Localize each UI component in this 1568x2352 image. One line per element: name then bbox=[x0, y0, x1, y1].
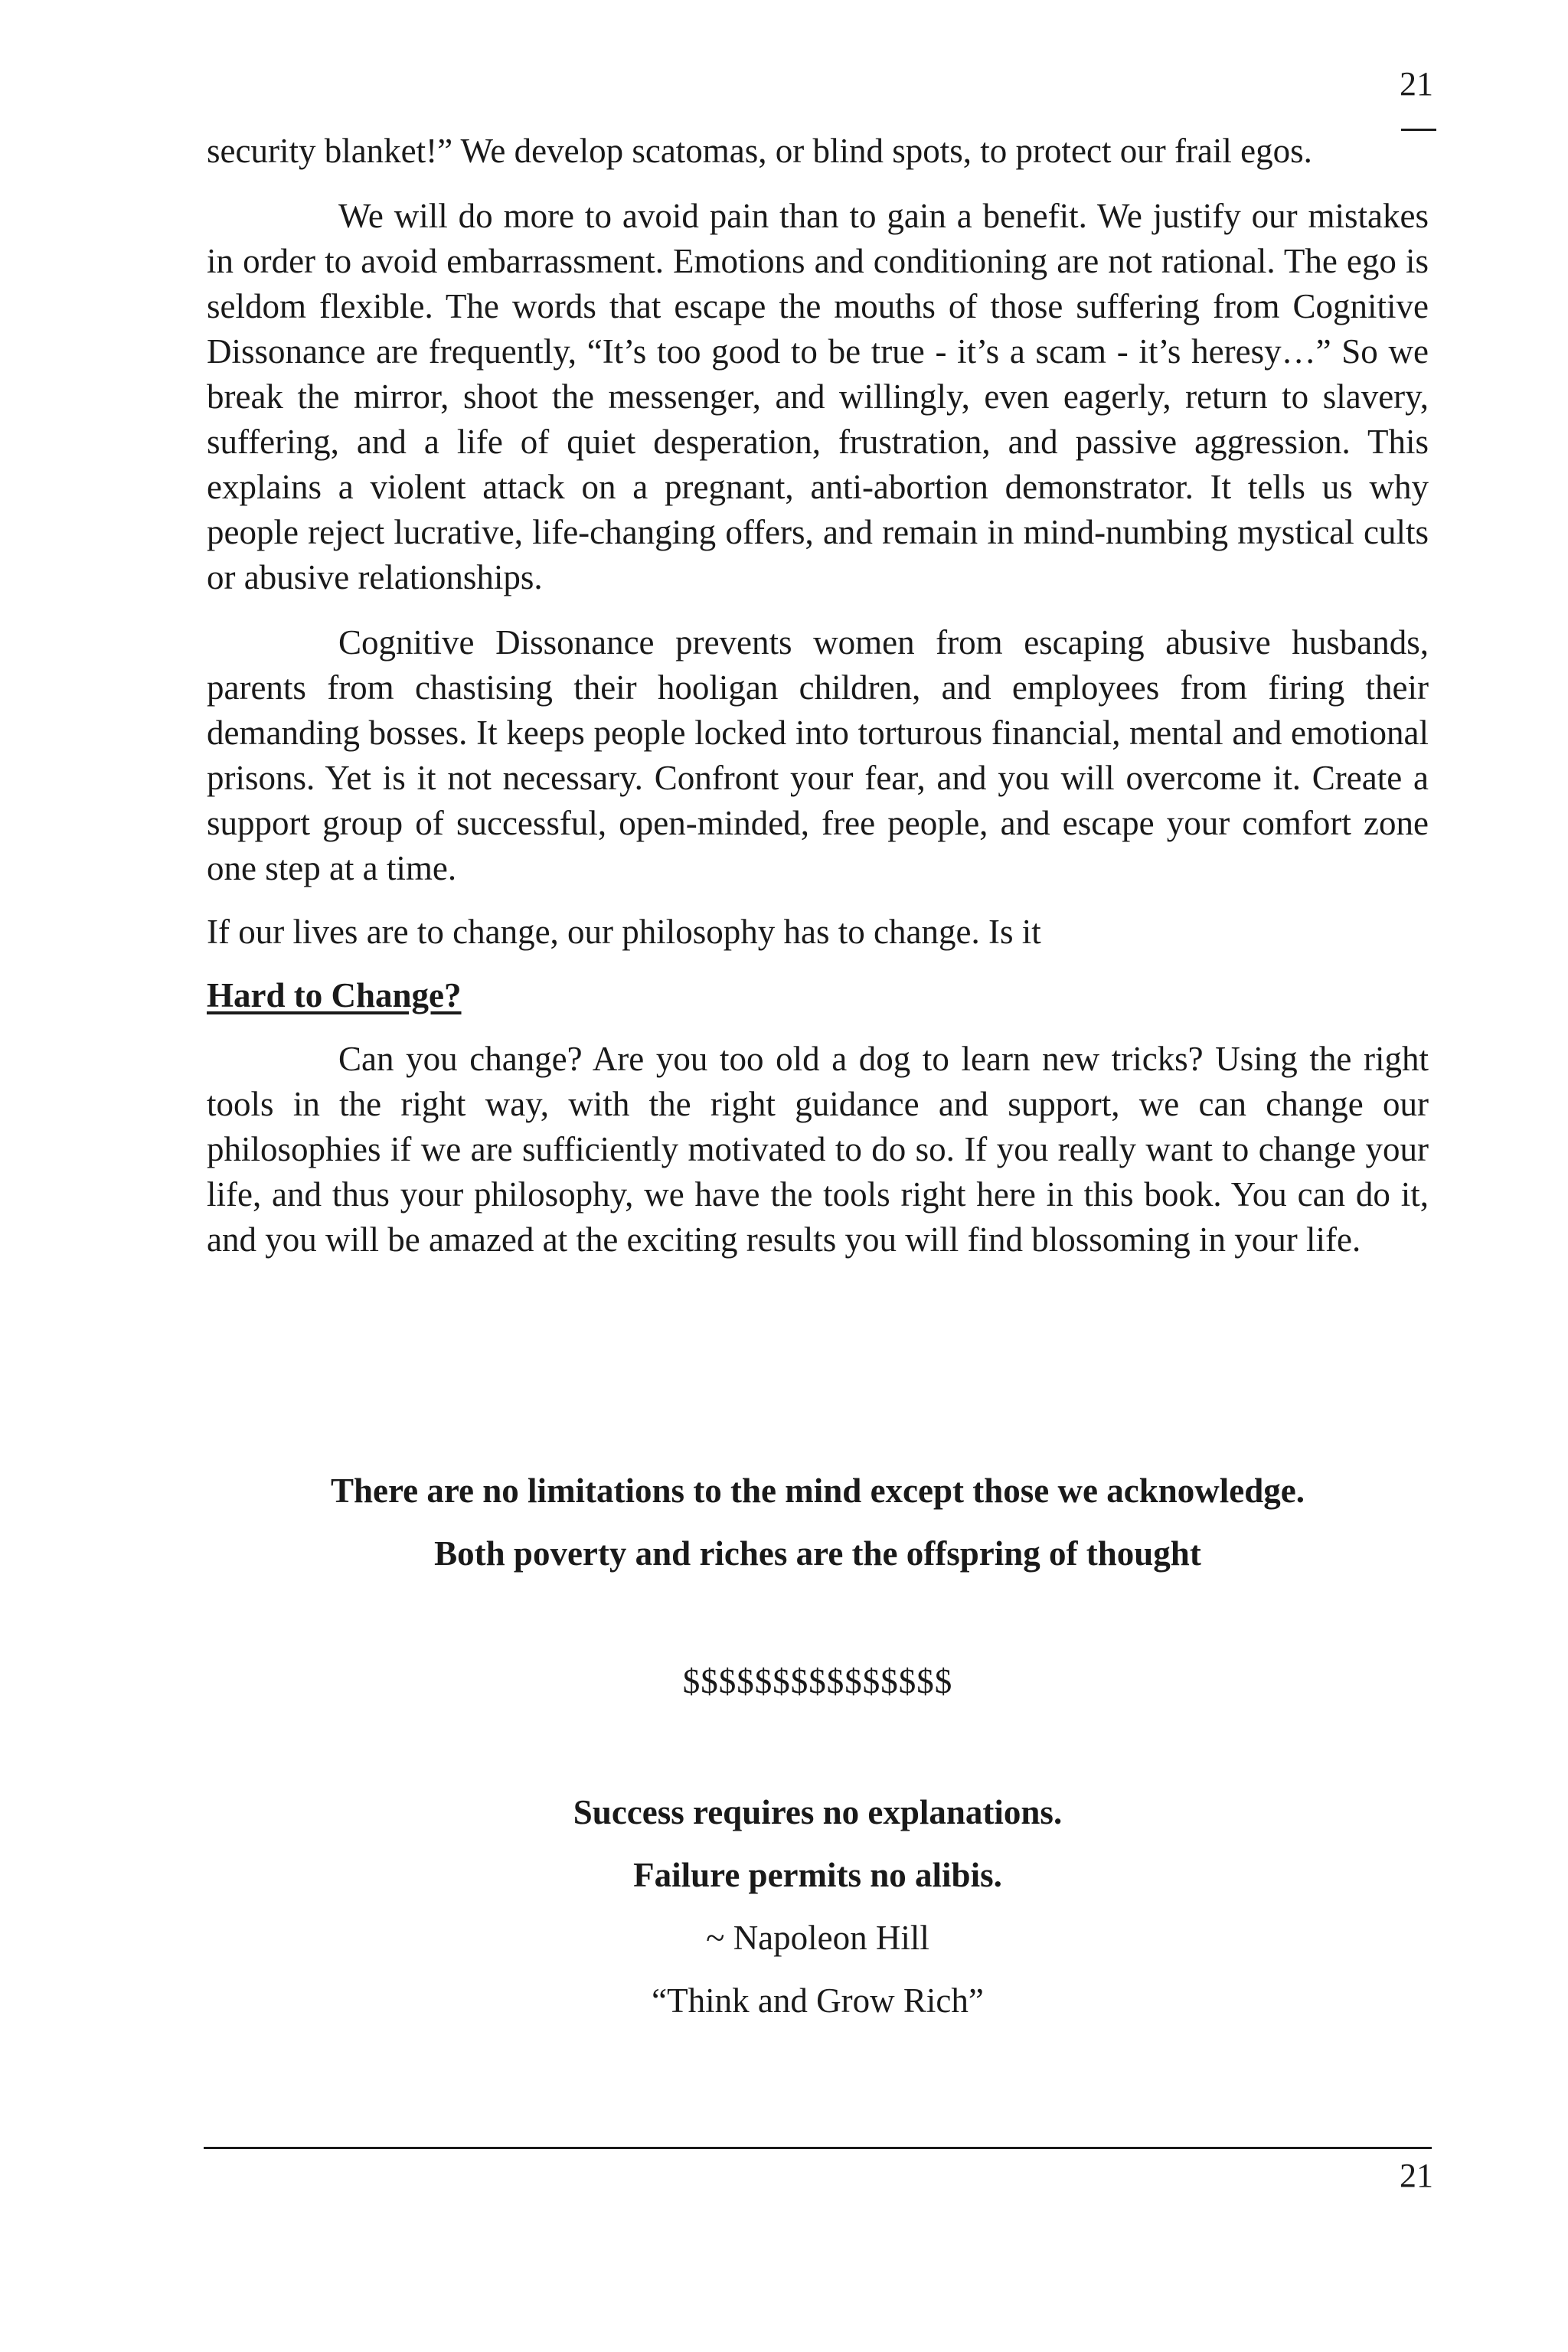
body-text bbox=[207, 129, 1429, 1263]
footer-rule bbox=[204, 2147, 1432, 2149]
page-number-top: 21 bbox=[1400, 65, 1433, 103]
quote-block-1 bbox=[207, 1459, 1429, 1585]
quote-success: Success requires no explanations. bbox=[573, 1793, 1063, 1831]
page-number-bottom: 21 bbox=[1400, 2157, 1433, 2194]
section-heading: Hard to Change? bbox=[207, 976, 462, 1014]
paragraph-cognitive-dissonance: Cognitive Dissonance prevents women from escaping abusive husbands, parents from chastising their hooligan children, and employees from firing their demanding bosses. It keeps people locked into torturous financial, mental and emotional prisons. Yet is it not necessary. Confront your fear, and you will overcome it. Create a support group of successful, open-minded, free people, and escape your comfort zone one step at a time. bbox=[207, 623, 1429, 887]
quote-source: “Think and Grow Rich” bbox=[652, 1981, 984, 2020]
quote-block-2 bbox=[207, 1781, 1429, 2032]
quote-author: ~ Napoleon Hill bbox=[706, 1919, 929, 1957]
quote-limitations: There are no limitations to the mind except those we acknowledge. bbox=[331, 1472, 1305, 1510]
paragraph-continued: security blanket!” We develop scatomas, or blind spots, to protect our frail egos. bbox=[207, 132, 1312, 170]
quote-poverty-riches: Both poverty and riches are the offspring of thought bbox=[434, 1534, 1201, 1573]
dollar-divider-text: $$$$$$$$$$$$$$$ bbox=[682, 1662, 953, 1700]
paragraph-avoid-pain: We will do more to avoid pain than to gain a benefit. We justify our mistakes in order to avoid embarrassment. Emotions and conditioning are not rational. The ego is seldom flexible. The words that escape the mouths of those suffering from Cognitive Dissonance are frequently, “It’s too good to be true - it’s a scam - it’s heresy…” So we break the mirror, shoot the messenger, and willingly, even eagerly, return to slavery, suffering, and a life of quiet desperation, frustration, and passive aggression. This explains a violent attack on a pregnant, anti-abortion demonstrator. It tells us why people reject lucrative, life-changing offers, and remain in mind-numbing mystical cults or abusive relationships. bbox=[207, 197, 1429, 596]
quote-failure: Failure permits no alibis. bbox=[633, 1856, 1002, 1894]
dollar-divider bbox=[207, 1658, 1429, 1704]
paragraph-philosophy-change: If our lives are to change, our philosophy has to change. Is it bbox=[207, 913, 1041, 951]
paragraph-can-you-change: Can you change? Are you too old a dog to learn new tricks? Using the right tools in the right way, with the right guidance and support, we can change our philosophies if we are sufficiently motivated to do so. If you really want to change your life, and thus your philosophy, we have the tools right here in this book. You can do it, and you will be amazed at the exciting results you will find blossoming in your life. bbox=[207, 1040, 1429, 1259]
